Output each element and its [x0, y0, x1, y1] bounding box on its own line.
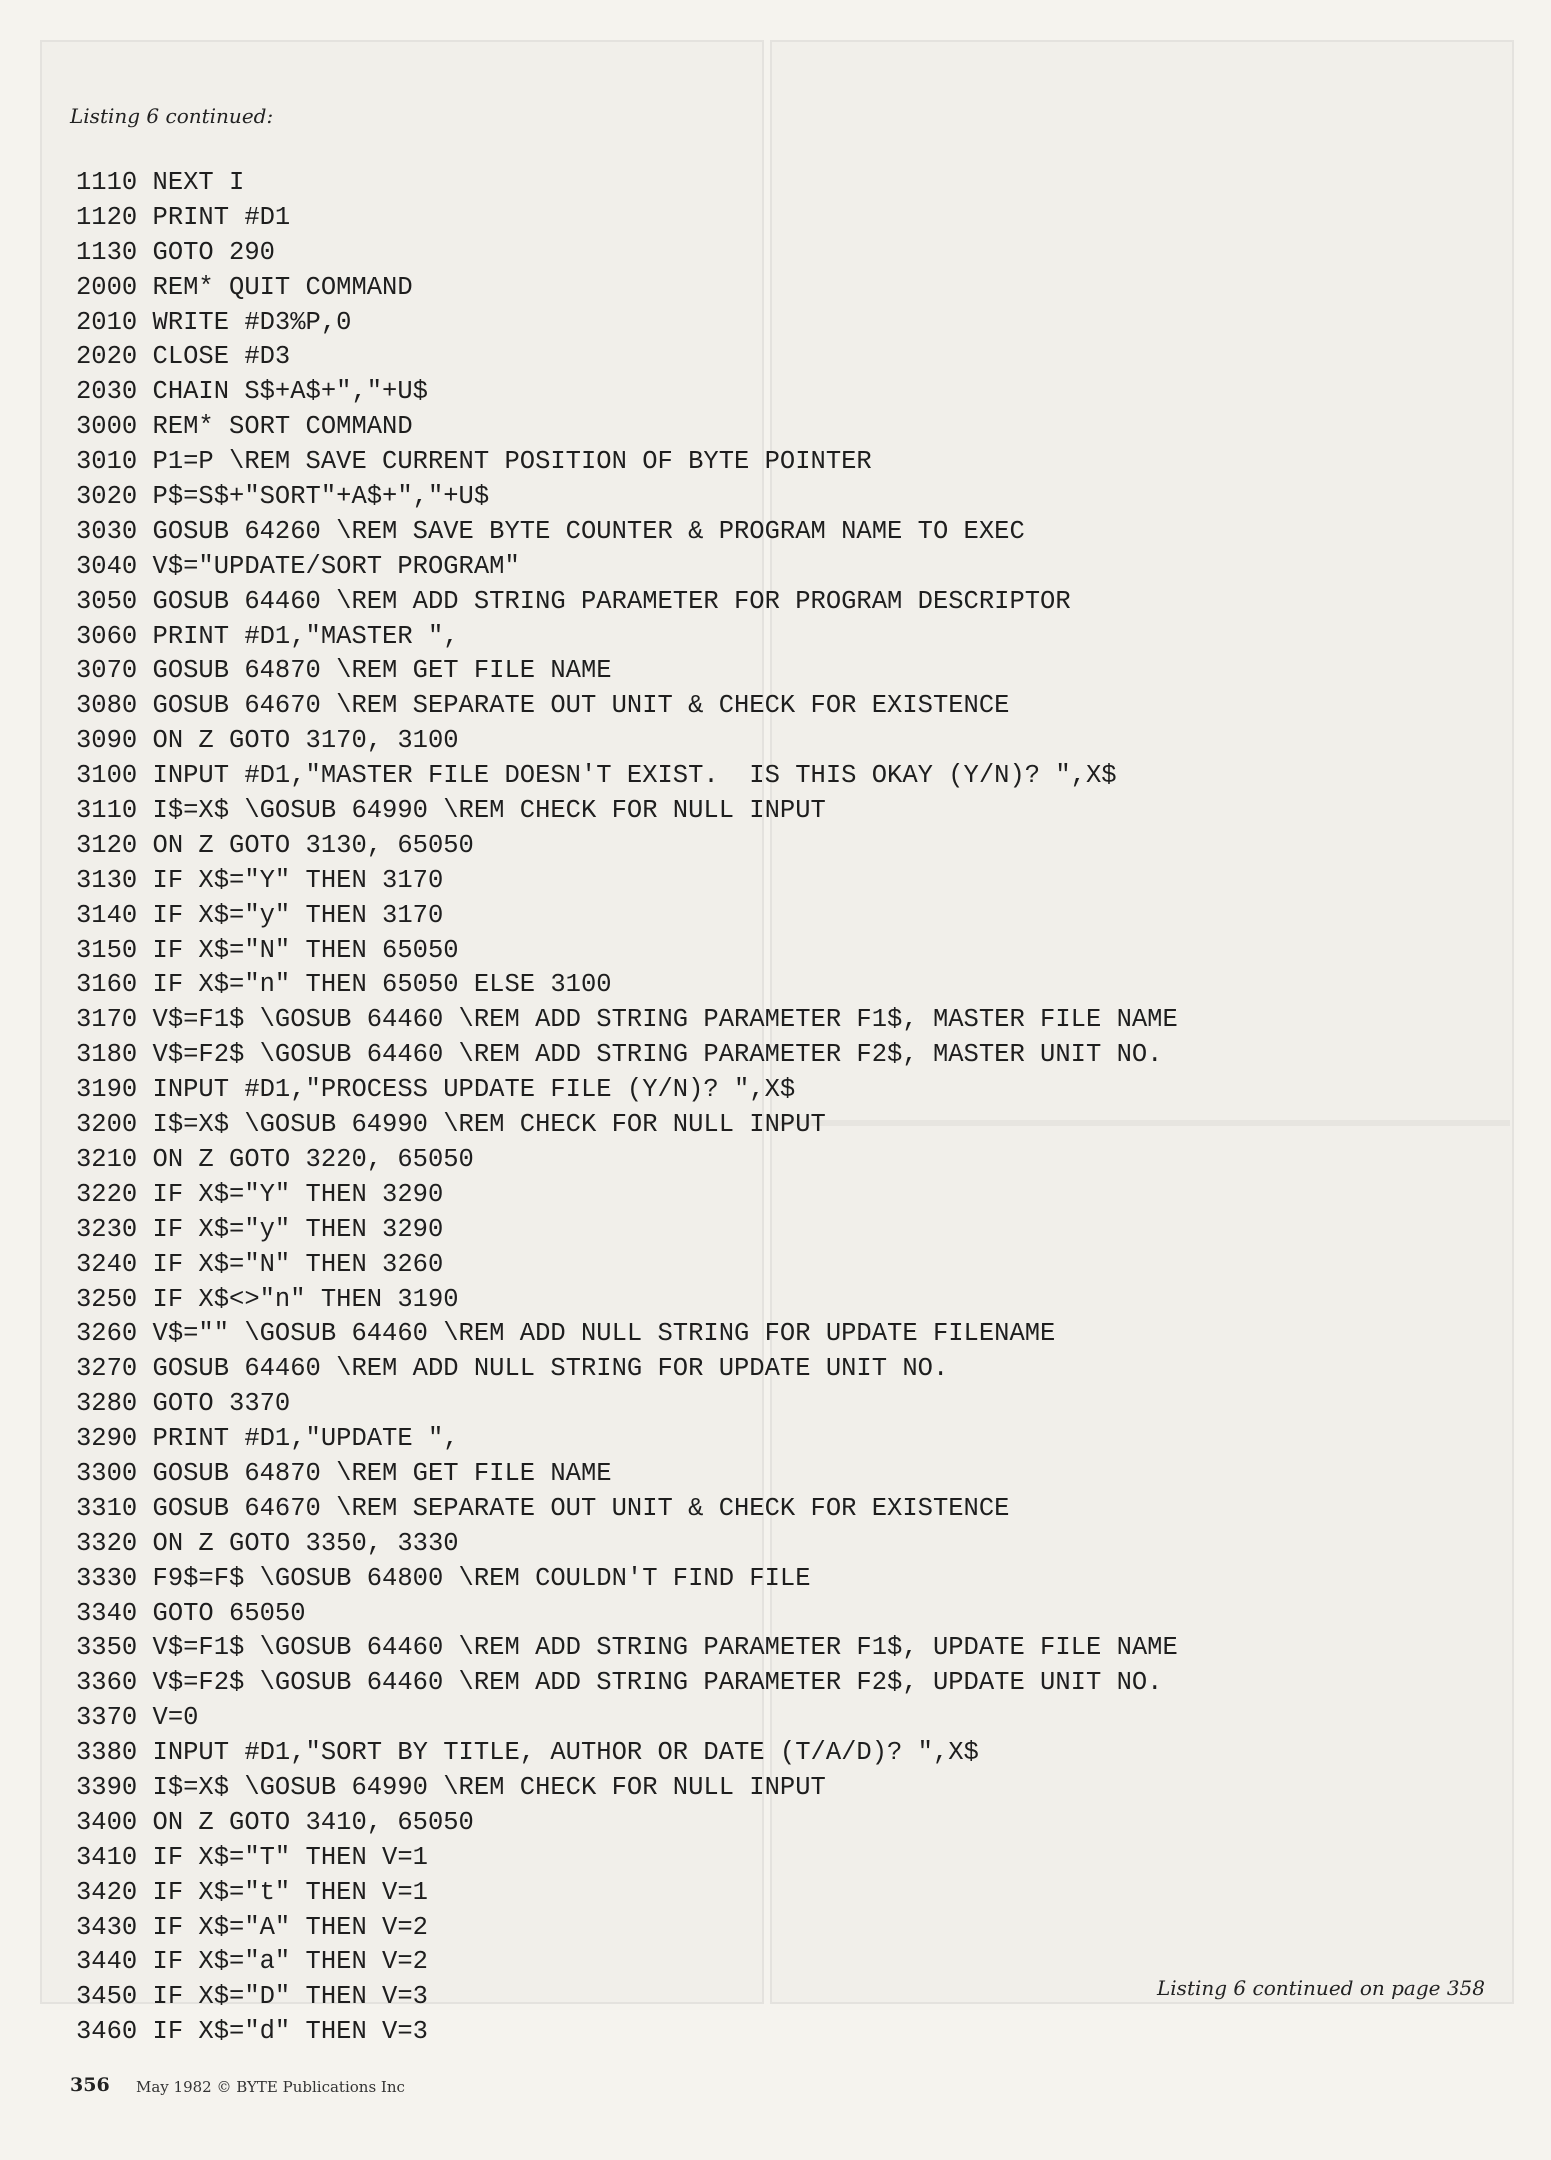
code-line: 3330 F9$=F$ \GOSUB 64800 \REM COULDN'T FIND FILE: [76, 1563, 811, 1593]
code-line: 3420 IF X$="t" THEN V=1: [76, 1877, 428, 1907]
code-line: 3210 ON Z GOTO 3220, 65050: [76, 1144, 474, 1174]
code-line: 3250 IF X$<>"n" THEN 3190: [76, 1284, 459, 1314]
code-line: 3080 GOSUB 64670 \REM SEPARATE OUT UNIT & CHECK FOR EXISTENCE: [76, 691, 1010, 721]
code-line: 3010 P1=P \REM SAVE CURRENT POSITION OF BYTE POINTER: [76, 447, 872, 477]
code-line: 2000 REM* QUIT COMMAND: [76, 272, 413, 302]
code-line: 3180 V$=F2$ \GOSUB 64460 \REM ADD STRING PARAMETER F2$, MASTER UNIT NO.: [76, 1040, 1163, 1070]
code-line: 3050 GOSUB 64460 \REM ADD STRING PARAMETER FOR PROGRAM DESCRIPTOR: [76, 586, 1071, 616]
code-line: 3170 V$=F1$ \GOSUB 64460 \REM ADD STRING PARAMETER F1$, MASTER FILE NAME: [76, 1005, 1178, 1035]
code-line: 3070 GOSUB 64870 \REM GET FILE NAME: [76, 656, 612, 686]
listing-caption: Listing 6 continued:: [70, 104, 274, 128]
continued-note: Listing 6 continued on page 358: [1157, 1976, 1485, 2000]
code-line: 3020 P$=S$+"SORT"+A$+","+U$: [76, 482, 490, 512]
code-line: 3390 I$=X$ \GOSUB 64990 \REM CHECK FOR NULL INPUT: [76, 1772, 826, 1802]
publication-credit: May 1982 © BYTE Publications Inc: [136, 2078, 405, 2096]
code-line: 3340 GOTO 65050: [76, 1598, 306, 1628]
code-line: 3310 GOSUB 64670 \REM SEPARATE OUT UNIT & CHECK FOR EXISTENCE: [76, 1493, 1010, 1523]
code-line: 3300 GOSUB 64870 \REM GET FILE NAME: [76, 1458, 612, 1488]
code-line: 2020 CLOSE #D3: [76, 342, 291, 372]
code-line: 3150 IF X$="N" THEN 65050: [76, 935, 459, 965]
code-line: 1120 PRINT #D1: [76, 202, 291, 232]
code-line: 3130 IF X$="Y" THEN 3170: [76, 865, 444, 895]
code-line: 3120 ON Z GOTO 3130, 65050: [76, 830, 474, 860]
code-line: 3200 I$=X$ \GOSUB 64990 \REM CHECK FOR NULL INPUT: [76, 1110, 826, 1140]
code-line: 3450 IF X$="D" THEN V=3: [76, 1982, 428, 2012]
code-line: 3430 IF X$="A" THEN V=2: [76, 1912, 428, 1942]
code-line: 3440 IF X$="a" THEN V=2: [76, 1947, 428, 1977]
code-line: 3360 V$=F2$ \GOSUB 64460 \REM ADD STRING PARAMETER F2$, UPDATE UNIT NO.: [76, 1668, 1163, 1698]
code-line: 3370 V=0: [76, 1703, 199, 1733]
code-line: 3280 GOTO 3370: [76, 1389, 291, 1419]
code-line: 3220 IF X$="Y" THEN 3290: [76, 1179, 444, 1209]
code-line: 3040 V$="UPDATE/SORT PROGRAM": [76, 551, 520, 581]
code-line: 3000 REM* SORT COMMAND: [76, 412, 413, 442]
code-line: 3160 IF X$="n" THEN 65050 ELSE 3100: [76, 970, 612, 1000]
code-line: 1130 GOTO 290: [76, 237, 275, 267]
code-line: 3460 IF X$="d" THEN V=3: [76, 2017, 428, 2047]
code-line: 3240 IF X$="N" THEN 3260: [76, 1249, 444, 1279]
code-line: 3290 PRINT #D1,"UPDATE ",: [76, 1424, 459, 1454]
code-line: 1110 NEXT I: [76, 168, 245, 197]
code-line: 3190 INPUT #D1,"PROCESS UPDATE FILE (Y/N)? ",X$: [76, 1075, 796, 1105]
code-line: 3090 ON Z GOTO 3170, 3100: [76, 726, 459, 756]
page-number: 356: [70, 2074, 110, 2096]
code-line: 3140 IF X$="y" THEN 3170: [76, 900, 444, 930]
code-line: 2010 WRITE #D3%P,0: [76, 307, 352, 337]
code-line: 3380 INPUT #D1,"SORT BY TITLE, AUTHOR OR DATE (T/A/D)? ",X$: [76, 1738, 979, 1768]
code-line: 3320 ON Z GOTO 3350, 3330: [76, 1528, 459, 1558]
code-line: 2030 CHAIN S$+A$+","+U$: [76, 377, 428, 407]
code-line: 3270 GOSUB 64460 \REM ADD NULL STRING FOR UPDATE UNIT NO.: [76, 1354, 949, 1384]
code-listing: [76, 166, 1178, 2050]
code-line: 3100 INPUT #D1,"MASTER FILE DOESN'T EXIST. IS THIS OKAY (Y/N)? ",X$: [76, 761, 1117, 791]
code-line: 3400 ON Z GOTO 3410, 65050: [76, 1807, 474, 1837]
code-line: 3030 GOSUB 64260 \REM SAVE BYTE COUNTER & PROGRAM NAME TO EXEC: [76, 516, 1025, 546]
code-line: 3060 PRINT #D1,"MASTER ",: [76, 621, 459, 651]
code-line: 3110 I$=X$ \GOSUB 64990 \REM CHECK FOR NULL INPUT: [76, 796, 826, 826]
code-line: 3410 IF X$="T" THEN V=1: [76, 1842, 428, 1872]
code-line: 3350 V$=F1$ \GOSUB 64460 \REM ADD STRING PARAMETER F1$, UPDATE FILE NAME: [76, 1633, 1178, 1663]
code-line: 3260 V$="" \GOSUB 64460 \REM ADD NULL STRING FOR UPDATE FILENAME: [76, 1319, 1056, 1349]
code-line: 3230 IF X$="y" THEN 3290: [76, 1214, 444, 1244]
